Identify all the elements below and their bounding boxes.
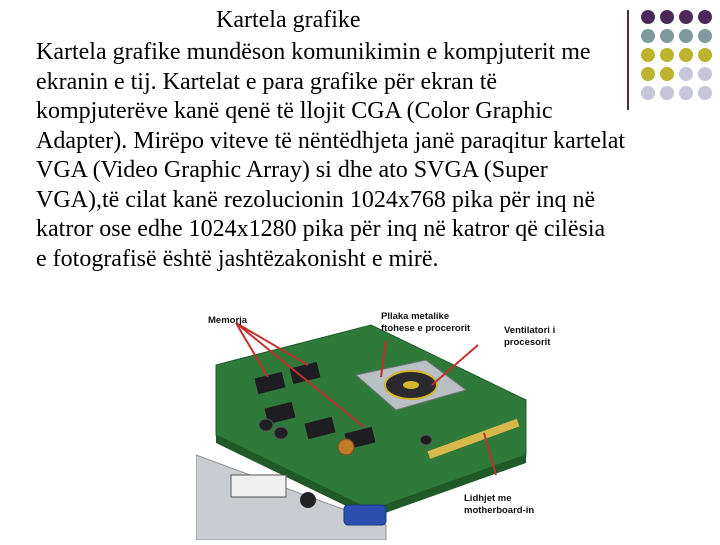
dvi-port <box>231 475 286 497</box>
decorative-dot <box>660 10 674 24</box>
callout-motherboard-line1: Lidhjet me <box>464 493 512 504</box>
paragraph-line: ekranin e tij. Kartelat e para grafike për ekran të <box>36 68 498 95</box>
body-paragraph <box>36 38 720 274</box>
callout-motherboard-line2: motherboard-in <box>464 505 535 516</box>
paragraph-line: kompjuterëve kanë qenë të llojit CGA (Color Graphic <box>36 98 553 124</box>
callout-fan-line1: Ventilatori i <box>504 325 556 336</box>
callout-heatsink-line2: ftohese e procerorit <box>381 323 471 334</box>
paragraph-line: Kartela grafike mundëson komunikimin e kompjuterit me <box>36 39 591 65</box>
slide-title: Kartela grafike <box>216 7 361 33</box>
decorative-dot <box>698 10 712 24</box>
decorative-dot <box>641 10 655 24</box>
callout-heatsink-line1: Pllaka metalike <box>381 311 450 322</box>
callout-fan-line2: procesorit <box>504 337 551 348</box>
vga-port <box>344 505 386 525</box>
callout-memory: Memorja <box>208 315 248 326</box>
svideo-port <box>300 492 316 508</box>
paragraph-line: e fotografisë është jashtëzakonisht e mirë. <box>36 245 439 272</box>
paragraph-line: VGA (Video Graphic Array) si dhe ato SVGA (Super <box>36 157 548 183</box>
paragraph-line: katror ose edhe 1024x1280 pika për inq në katror që cilësia <box>36 216 606 242</box>
decorative-dot <box>679 10 693 24</box>
paragraph-line: Adapter). Mirëpo viteve të nëntëdhjeta janë paraqitur kartelat <box>36 127 626 154</box>
graphics-card-figure <box>196 305 580 540</box>
paragraph-line: VGA),të cilat kanë rezolucionin 1024x768 pika për inq në <box>36 186 596 213</box>
